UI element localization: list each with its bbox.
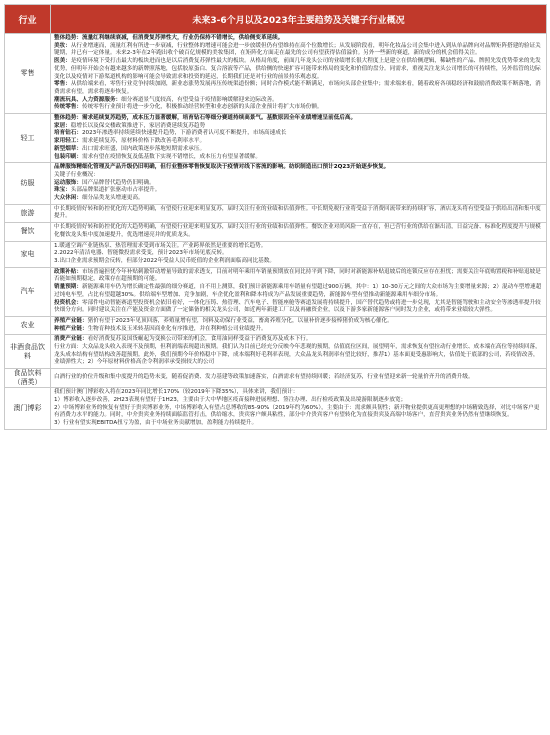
outlook-paragraph — [54, 405, 543, 420]
paragraph-key: 家用轻工： — [54, 138, 82, 145]
paragraph-key: 种植产业链： — [54, 325, 88, 332]
outlook-paragraph — [54, 58, 543, 81]
outlook-paragraph — [54, 318, 543, 326]
outlook-paragraph — [54, 130, 543, 138]
outlook-cell — [51, 204, 547, 222]
outlook-paragraph — [54, 146, 543, 154]
paragraph-text: 需求延续复苏趋势，成本压力显著缓解，培育钻石等细分赛道持续高景气。基数原因全年业绩增速呈前低后高。 — [81, 115, 357, 122]
outlook-paragraph — [54, 81, 543, 96]
paragraph-text: 生物育种技术及玉米转基因商业化有序推进，并在利种植公司业绩提升。 — [87, 325, 267, 332]
paragraph-text: 新能源乘用车仍为增长确定性最强的细分赛道，自不用上测算，我们预计新能源乘用车销量有望超过900万辆，其中：1）10-30万元之间的大众市场为主要增量来源；2）混动车型增速超过纯电车型，占比有望超越30%。供给端车型增加、竞争加剧，车企优化盈利和降本将成为产品发展重要趋势，新能源车型有望推动新能源乘用车细分市场。 — [54, 284, 542, 298]
table-row — [5, 267, 547, 316]
paragraph-text: 1）博彩收入逐步改善，2H23表现有望好于1H23，主要由于大中华地区疫苗接种进展理想、签注办理、出行检疫政策及出境游限制逐步放宽； — [54, 396, 407, 403]
outlook-paragraph — [54, 138, 543, 146]
paragraph-text: 2.2022年清洁电器、智能微投需求受变，预计2023年市场见底反转。 — [54, 250, 228, 257]
table-row — [5, 241, 547, 267]
header-title: 未来3-6个月以及2023年主要趋势及关键子行业概况 — [51, 5, 547, 34]
paragraph-text: 2023年渗透率持续延续快速提升趋势，下游消费者认可度不断提升，市场高速成长 — [81, 130, 287, 137]
paragraph-key: 医美： — [54, 58, 71, 65]
table-body — [5, 34, 547, 430]
outlook-paragraph — [54, 336, 543, 344]
paragraph-key: 投资机会： — [54, 299, 82, 306]
paragraph-text: 是疫情环境下受打击最大的板块进而也是以后消费复苏弹性最大的板块。从格局角度，前面几年龙头公司的业绩增长很大程度上是建立在供给侧逻辑，稀缺性的产品、牌照先发优势带来的先发优势，但明年开始会有越来越多的新牌照落地，包括胶原蛋白、复合溶液等产品，供给侧的快速扩容可能带来格局的变化和价值的盘分。同需求，重视关注龙头公司增长的可持续性，另外监管的边际变化以及疫情对下游渠道机构的影响可能会导致需求和投资的延迟，长期我们还是对行业的前景持乐观态度。 — [54, 58, 541, 80]
paragraph-key: 包装印刷： — [54, 153, 82, 160]
outlook-cell — [51, 114, 547, 163]
paragraph-text: 从行业增速而，流量红利有所进一步衰减，行业整体的增速可能会进一步放缓但仍有望维持在高个位数增长；从发展阶段看，明年化妆品公司会集中进入到从单品牌向对品牌矩阵搭建的验证关键期，并已有一定体量。未来2-3年在2年跑出收个破百亿规模的美妆集团，在矩阵化方面走在最先的公司有望获得估值溢价。另外一些新的赛道，新的成分的机会值得关注。 — [54, 42, 541, 57]
paragraph-key: 美妆： — [54, 42, 71, 49]
industry-cell: 汽车 — [5, 267, 51, 316]
paragraph-text: 猪价有望于2023年见顶回落，养殖量增有望，饲料及动保行业受益，畜禽养殖分化，以量补价逐步接棒猪价成为核心催化。 — [87, 317, 393, 324]
paragraph-text: 关键子行业概况： — [54, 171, 99, 178]
industry-cell: 旅游 — [5, 204, 51, 222]
paragraph-text: 零部件电动智能赛道型投资机会依旧看好，一体化压铸、热管理、汽车电子、智能座舱等赛道发展将持续提升，国产替代趋势或将进一步兑现，尤其是智能驾驶和主动安全等渗透率提升较快细分方向。同时建议关注在产能及资金方面做了一定储备的相关龙头公司，如近两年新建工厂以及再融资企业，以及下游多家新能源客户同时发力企业，或将带来业绩较大弹性。 — [54, 299, 541, 314]
outlook-cell — [51, 34, 547, 114]
outlook-paragraph — [54, 344, 543, 367]
outlook-paragraph — [54, 374, 543, 382]
outlook-paragraph — [54, 284, 543, 299]
paragraph-text: 白酒行业的价位升级和集中度提升的趋势未变，随着促消费、发力基建等政策加速落实，白酒需求有望持续回暖；若经济复苏，行业有望迎来新一轮量价齐升的消费升级。 — [54, 374, 474, 381]
paragraph-key: 运动服饰： — [54, 179, 82, 186]
outlook-paragraph — [54, 258, 543, 266]
paragraph-text: 1.暖通空调产业链热泵、热管理需求受到市场关注。产业跨界依然是重要的增长趋势。 — [54, 242, 267, 249]
outlook-cell — [51, 241, 547, 267]
table-row — [5, 204, 547, 222]
header-industry: 行业 — [5, 5, 51, 34]
table-row — [5, 223, 547, 241]
outlook-paragraph — [54, 224, 543, 239]
paragraph-key: 销量预期： — [54, 284, 82, 291]
paragraph-text: 需求延续复苏，原材料价格下跌改善毛利率水平。 — [81, 138, 206, 145]
table-row — [5, 388, 547, 430]
paragraph-text: 稳增长以及保交楼政策推进下，家居消费延续复苏趋势 — [70, 122, 206, 129]
paragraph-key: 整体趋势： — [54, 115, 82, 122]
paragraph-key: 新型烟草： — [54, 145, 82, 152]
paragraph-text: 需求有望在疫情恢复及低基数下实现不错增长，成本压力有望显著缓解。 — [81, 153, 261, 160]
paragraph-text: 我们预计澳门博彩收入将在2023年同比增长170%（较2019年下降35%），具体来讲，我们预计： — [54, 389, 299, 396]
outlook-cell — [51, 267, 547, 316]
outlook-cell — [51, 335, 547, 369]
paragraph-key: 零售： — [54, 81, 71, 88]
outlook-cell — [51, 388, 547, 430]
outlook-paragraph — [54, 43, 543, 58]
paragraph-key: 培育钻石： — [54, 130, 82, 137]
table-row — [5, 114, 547, 163]
table-row — [5, 369, 547, 388]
industry-cell: 澳门博彩 — [5, 388, 51, 430]
industry-cell: 零售 — [5, 34, 51, 114]
industry-cell: 纺服 — [5, 163, 51, 205]
outlook-paragraph — [54, 115, 543, 123]
outlook-paragraph — [54, 250, 543, 258]
outlook-paragraph — [54, 397, 543, 405]
outlook-paragraph — [54, 300, 543, 315]
outlook-paragraph — [54, 206, 543, 221]
paragraph-key: 消费产业链： — [54, 336, 88, 343]
outlook-paragraph — [54, 195, 543, 203]
paragraph-text: 中长期疫情好转和防控优化的大趋势明确，有望使行业迎来明显复苏，届时关注行业的业绩和估值弹性。中长期免税行业将受益于消费回流带来的持续扩容，酒店龙头将有望受益于供给出清和集中度提升。 — [54, 205, 541, 220]
table-row — [5, 335, 547, 369]
outlook-paragraph — [54, 104, 543, 112]
outlook-paragraph — [54, 269, 543, 284]
paragraph-text: 国产品牌替代趋势仍旧明确。 — [81, 179, 155, 186]
outlook-cell — [51, 316, 547, 334]
paragraph-text: 2）中场博彩业务的恢复有望好于贵宾博彩业务，中场博彩收入有望占总博收的85-90%（2019年约为60%），主要由于：需求颇具韧性；新开物业提供更高更理想的中场精致选择，对比中场客户更有消费力水平的能力。同时，中介贵宾业务持续面临监管打击，供给缩水，贵宾客户颇具粘性，部分中介贵宾客户有望转化为直接贵宾及高端中场客户，直营贵宾业务仍然有望继续恢复。 — [54, 404, 540, 419]
paragraph-text: 3）行业有望实现EBITDA扭亏为盈，由于中场业务贡献增加，盈利能力持续提升。 — [54, 419, 258, 426]
paragraph-text: 市场普遍担忧今年补贴刺激带动增量导致的需求透支，目前对明年乘用车销量预期放在同比持平到下降，同时对新能源补贴退坡后的连锁反应存在担忧；需要关注年底购置税和补贴退坡是否能如预期稳定，政策存在超预期的可能。 — [54, 268, 541, 283]
outlook-paragraph — [54, 326, 543, 334]
outlook-table — [4, 4, 547, 430]
paragraph-text: 头部品牌渠道扩张驱动市占率提升。 — [70, 187, 161, 194]
industry-cell: 农业 — [5, 316, 51, 334]
outlook-cell — [51, 223, 547, 241]
paragraph-text: 传统零售行业预计将进一步分化，积极推动经营转型和业态创新的头部企业预计将扩大市场份额。 — [81, 104, 323, 111]
table-row — [5, 316, 547, 334]
outlook-paragraph — [54, 389, 543, 397]
paragraph-text: 品牌服饰精细化管理及产品升级仍旧明确，但行业整体零售恢复取决于疫情对线下客流的影响。纺织制造出口预计2Q23开始逐步恢复。 — [54, 164, 390, 171]
paragraph-key: 传统零售： — [54, 104, 82, 111]
paragraph-text: 中长期疫情好转和防控优化的大趋势明确，有望使行业迎来明显复苏，届时关注行业的业绩和估值弹性。餐饮企业对尚风险一直存在，但已营行业的供给在渐出清，日益完备、标准化程度提升与规模化餐饮龙头集中度加速提升，优选增速亮并的优质龙头。 — [54, 224, 541, 238]
industry-cell: 食品饮料（酒类） — [5, 369, 51, 388]
paragraph-key: 大众休闲： — [54, 195, 82, 202]
industry-cell: 家电 — [5, 241, 51, 267]
paragraph-text: 出口需求旺盛，国内政策逐步落地短期需求承压。 — [81, 145, 206, 152]
paragraph-key: 珠宝： — [54, 187, 71, 194]
industry-cell: 非酒食品饮料 — [5, 335, 51, 369]
paragraph-text: 看好消费复苏及国货崛起为变换公司带来的机会，食用油同样受益于消费复苏及成本下行。 — [87, 336, 312, 343]
outlook-paragraph — [54, 164, 543, 172]
outlook-paragraph — [54, 187, 543, 195]
paragraph-text: 流量红利继续衰减，但消费复苏弹性大，行业仍保持不错增长，供给侧变革延续。 — [81, 35, 284, 41]
table-row — [5, 34, 547, 114]
paragraph-text: 细分赛道景气度较高，有望受益于疫情影响缓解迎来边际改善。 — [121, 96, 278, 103]
outlook-paragraph — [54, 420, 543, 428]
paragraph-key: 潮流玩具、人力资源服务： — [54, 96, 122, 103]
outlook-paragraph — [54, 154, 543, 162]
paragraph-text: 行业方面：大众品龙头收入表现不及预期，但利润端表现超出预期。我们认为目前已经充分反映今年悲观的预期，估值底位区间，展望明年，需求恢复有望拉动行业增长、成本端在高位等持续回落，龙头成本结构有望结构改善超预期。此外，我们预期今年价格稳中下降，成本端利好毛利率表现，大众品龙头利润率有望比较好，推荐1）基本面更受惠影响大，估值处于底部的公司，若疫情改善，业绩弹性大；2）今年原材料价格高企令利润率承受损较大的公司 — [54, 344, 541, 366]
outlook-cell — [51, 163, 547, 205]
paragraph-key: 家居： — [54, 122, 71, 129]
industry-cell: 轻工 — [5, 114, 51, 163]
outlook-paragraph — [54, 35, 543, 43]
paragraph-key: 政策补贴： — [54, 268, 82, 275]
paragraph-text: 3.出口企业需求预期会反转，但部分2022年受益人民币贬值的企业利润面临高同比基数。 — [54, 257, 275, 264]
outlook-paragraph — [54, 172, 543, 180]
table-row — [5, 163, 547, 205]
outlook-cell — [51, 369, 547, 388]
paragraph-key: 整体趋势： — [54, 35, 82, 41]
paragraph-text: 细分品类龙头增速更高。 — [81, 195, 144, 202]
paragraph-key: 养殖产业链： — [54, 317, 88, 324]
paragraph-text: 从供给端来看，零售行业竞争持续加剧，新业态涨势发展再压传统渠道份额；同时合作模式能不断满足，市场向头部企业集中；需求端来看，随着政府各项稳经济和鼓励消费政策不断落地，消费需求有望，需求将逐步恢复。 — [54, 81, 541, 95]
industry-cell: 餐饮 — [5, 223, 51, 241]
table-header-row — [5, 5, 547, 34]
